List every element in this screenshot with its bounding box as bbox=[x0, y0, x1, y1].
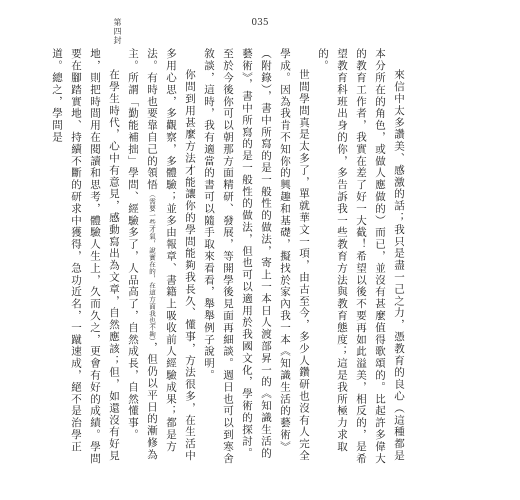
paragraph-text: 你問到用甚麼方法才能讓你的學問能夠我長久、懂事，方法很多，在生活中多用心思，多觀察，多體驗；並多由報章、書籍上吸收前人經驗成果；都是方法。有時也要靠自己的領悟 bbox=[146, 48, 196, 462]
inline-note: （需要一些才氣，說實在的，在這方面我也不夠） bbox=[148, 190, 156, 342]
page-number: 035 bbox=[251, 18, 269, 28]
paragraph-text: 世間學問真是太多了，單就華文一項，由古至今，多少人鑽研也沒有人完全學成。因為我肯不知你的興趣和基礎，擬找於家內我一本《知識生活的藝術》（附錄），書中所寫的是一般性的做法，寄上一本日人渡部昇一的《知識生活的藝術》，書中所寫的是一般性的做法，但也可以適用於我國文化，學術的探討。至於今後你可以朝那方面精研、發展，等開學後見面再細談。週日也可以到寒舍敘談，這時，我有適當的書可以隨手取來看看，舉舉例子說明。 bbox=[203, 48, 310, 465]
paragraph-text: 在學生時代，心中有意見，感動寫出為文章，自然應該；但，如還沒有好見地，則把時間用在閱讀和思考，體驗人生上，久而久之，更會有好的成績。學問要在腳踏實地、持續不斷的研求中獲得，急功近名，一蹴速成，絕不是治學正道。總之，學問是 bbox=[51, 48, 120, 465]
paragraph bbox=[47, 48, 123, 468]
running-head: 第四封 bbox=[113, 18, 122, 45]
letter-body bbox=[51, 48, 408, 468]
paragraph bbox=[123, 48, 199, 468]
paragraph bbox=[199, 48, 313, 468]
paragraph bbox=[313, 48, 408, 468]
paragraph-text: 來信中太多讚美、感激的話；我只是盡一己之力，憑教育的良心（這種都是本分所在的角色，或做人應做的）而已，並沒有甚麼值得歌頌的。比起許多偉大的教育工作者，我實在差了好一大截！希望以後不要再如此溢美，相反的，是希望教育科班出身的你，多告訴我一些教育方法與教育態度；這是我所極力求取的。 bbox=[317, 48, 405, 465]
paragraph-text: ，但仍以平日的漸修為主。所謂「勤能補拙」學問、經驗多了，人品高了，自然成長，自然懂事。 bbox=[127, 48, 158, 461]
